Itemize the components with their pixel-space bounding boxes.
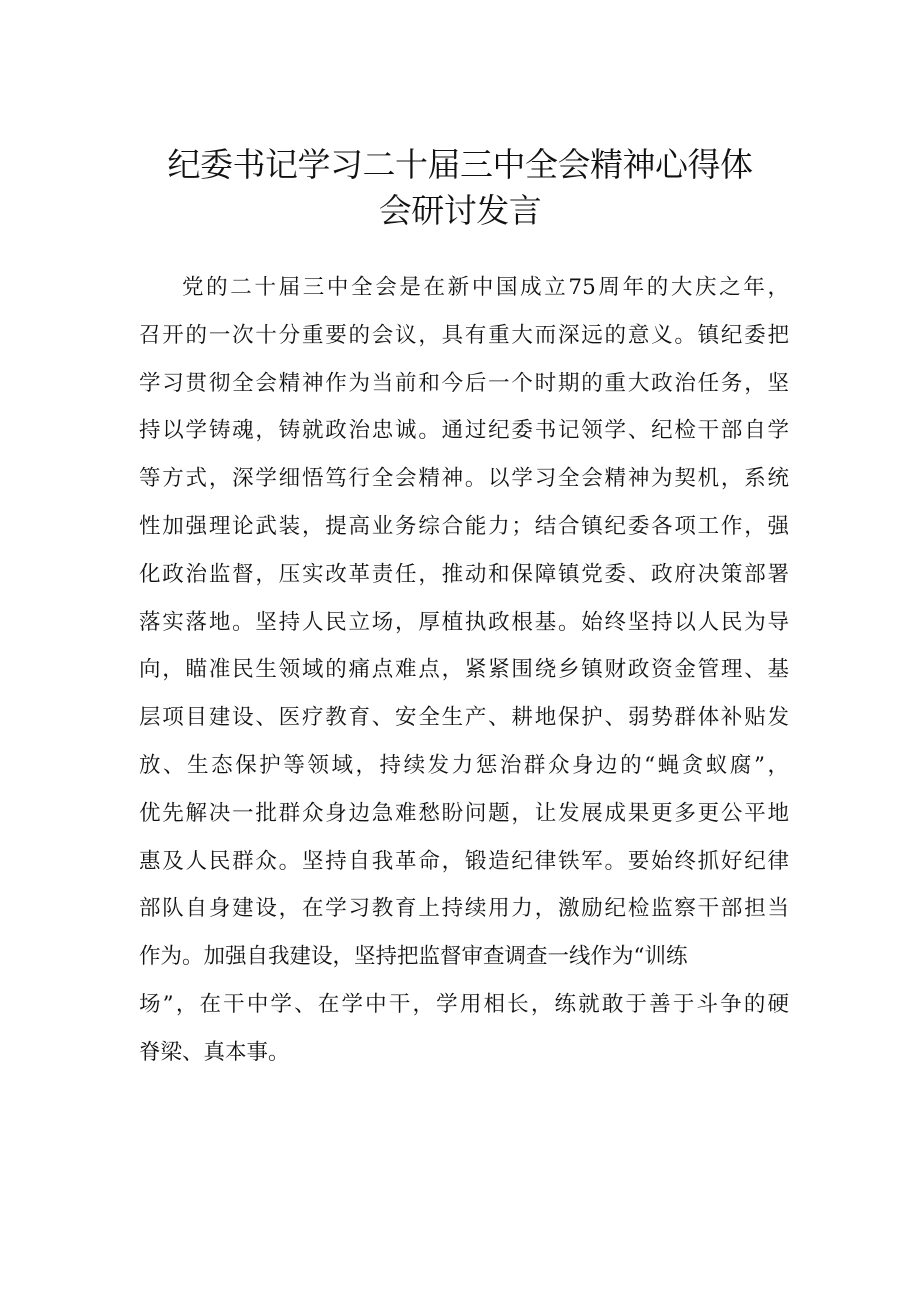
body-line: 部队自身建设，在学习教育上持续用力，激励纪检监察干部担当 [139,896,789,922]
body-line: 层项目建设、医疗教育、安全生产、耕地保护、弱势群体补贴发 [139,705,789,731]
body-line: 学习贯彻全会精神作为当前和今后一个时期的重大政治任务，坚 [139,370,789,396]
body-line: 召开的一次十分重要的会议，具有重大而深远的意义。镇纪委把 [139,322,789,348]
body-line: 党的二十届三中全会是在新中国成立75周年的大庆之年， [182,275,789,300]
body-line: 性加强理论武装，提高业务综合能力；结合镇纪委各项工作，强 [139,513,789,539]
body-line: 作为。加强自我建设，坚持把监督审查调查一线作为“训练 [139,944,688,970]
document-title [0,142,920,234]
title-line: 会研讨发言 [378,191,542,230]
body-line: 惠及人民群众。坚持自我革命，锻造纪律铁军。要始终抓好纪律 [139,848,789,874]
body-line: 化政治监督，压实改革责任，推动和保障镇党委、政府决策部署 [139,561,789,587]
body-line: 等方式，深学细悟笃行全会精神。以学习全会精神为契机，系统 [139,466,789,492]
body-line: 持以学铸魂，铸就政治忠诚。通过纪委书记领学、纪检干部自学 [139,418,789,444]
body-line: 放、生态保护等领域，持续发力惩治群众身边的“蝇贪蚁腐”， [139,752,789,778]
document-body [139,264,789,1077]
body-line: 落实落地。坚持人民立场，厚植执政根基。始终坚持以人民为导 [139,609,789,635]
body-line: 向，瞄准民生领域的痛点难点，紧紧围绕乡镇财政资金管理、基 [139,657,789,683]
body-line: 脊梁、真本事。 [139,1039,290,1065]
title-line: 纪委书记学习二十届三中全会精神心得体 [167,145,753,184]
body-line: 优先解决一批群众身边急难愁盼问题，让发展成果更多更公平地 [139,800,789,826]
body-line: 场”，在干中学、在学中干，学用相长，练就敢于善于斗争的硬 [139,991,789,1017]
